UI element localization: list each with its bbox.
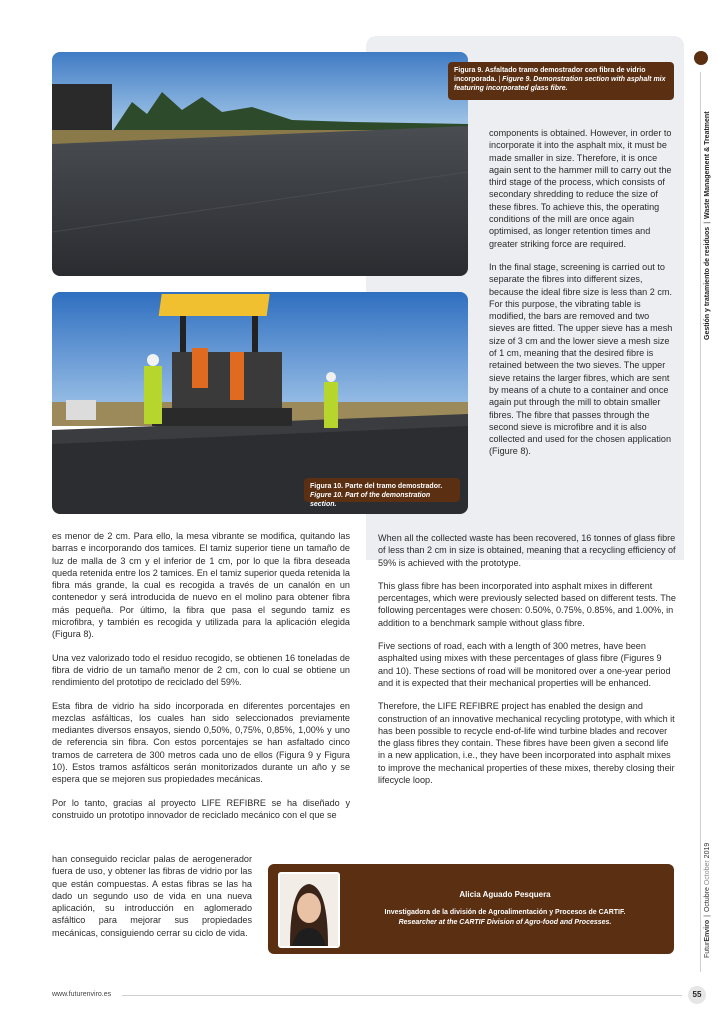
issue-month-en: October <box>704 860 711 886</box>
author-role <box>340 908 670 928</box>
section-label-sep: | <box>704 221 711 224</box>
issue-month-es: Octubre <box>704 887 711 913</box>
english-paragraph: Therefore, the LIFE REFIBRE project has enabled the design and construction of an innovative mechanical recycling prototype, with which it has been possible to recycle end-of-life wind turbine blades and recover the glass fibres they contain. These fibres have been given a second life in a new application, i.e., they have been incorporated into asphalt mixes to improve the mechanical properties of these mixes, thereby closing their lifecycle loop. <box>378 701 675 786</box>
footer-rule <box>122 995 682 996</box>
author-name: Alicia Aguado Pesquera <box>459 890 551 899</box>
english-paragraph: In the final stage, screening is carried out to separate the fibres into different sizes, because the ideal fibre size is less than 2 cm. For this purpose, the vibrating table is modified, the bars are removed and two sieves are fitted. The upper sieve has a mesh size of 3 cm and the lower sieve a mesh size of 1 cm, meaning that the desired fibre is retained between the two sieves. The upper sieve retains the larger fibres, which are sent by means of a chute to a container and once again put through the mill to obtain smaller fibres. The fibre that passes through the second sieve is microfibre and it is also collected and used for the chosen application (Figure 8). <box>489 261 673 457</box>
section-label-en: Waste Management & Treatment <box>704 111 711 219</box>
spanish-paragraph: Una vez valorizado todo el residuo recogido, se obtienen 16 toneladas de fibra de vidrio de un tamaño menor de 2 cm, con lo cual se obtiene un rendimiento del prototipo de reciclado del 59%. <box>52 652 350 688</box>
figure-9-photo <box>52 52 468 276</box>
author-role-es: Investigadora de la división de Agroalimentación y Procesos de CARTIF. <box>384 909 626 916</box>
page-number: 55 <box>688 986 706 1004</box>
figure-10-caption <box>304 478 460 508</box>
figure-9-caption <box>448 62 674 100</box>
section-label-es: Gestión y tratamiento de residuos <box>704 226 711 340</box>
figure-10-caption-es: Figura 10. Parte del tramo demostrador. <box>310 483 443 490</box>
author-role-en: Researcher at the CARTIF Division of Agro-food and Processes. <box>398 919 612 926</box>
english-column-top <box>489 127 677 469</box>
author-photo <box>278 872 340 948</box>
english-paragraph: When all the collected waste has been recovered, 16 tonnes of glass fibre of less than 2 cm in size is obtained, meaning that a recycling efficiency of 59% is achieved with the prototype. <box>378 533 676 568</box>
figure-9-caption-sep: | <box>498 76 501 83</box>
section-marker-dot <box>694 51 708 65</box>
spanish-paragraph: Por lo tanto, gracias al proyecto LIFE REFIBRE se ha diseñado y construido un prototipo innovador de reciclado mecánico con el que se <box>52 797 350 820</box>
figure-9-caption-es: Figura 9. Asfaltado tramo demostrador con fibra de vidrio incorporada. <box>454 67 646 83</box>
spanish-paragraph: han conseguido reciclar palas de aerogenerador fuera de uso, y obtener las fibras de vidrio por las que están compuestas. A estas fibras se las ha dado un segundo uso de vida en una nueva aplicación, su introducción en aglomerado asfáltico para mejorar sus propiedades mecánicas, consiguiendo cerrar su ciclo de vida. <box>52 854 252 938</box>
figure-10-caption-en: Figure 10. Part of the demonstration section. <box>310 492 431 508</box>
section-label <box>704 111 711 340</box>
english-paragraph: This glass fibre has been incorporated into asphalt mixes in different percentages, which were previously selected based on different tests. The following percentages were chosen: 0.50%, 0.75%, 0.85%, and 1.00%, in addition to a benchmark sample without glass fibre. <box>378 580 676 628</box>
magazine-name-bold: Enviro <box>704 919 711 942</box>
english-paragraph: components is obtained. However, in order to incorporate it into the asphalt mix, it must be made smaller in size. Therefore, it is once again sent to the hammer mill to carry out the third stage of the process, which consists of secondary shredding to reduce the size of these fibres. To achieve this, the operating conditions of the mill are once again optimised, as longer retention times and greater striking force are required. <box>489 128 672 249</box>
spanish-paragraph: es menor de 2 cm. Para ello, la mesa vibrante se modifica, quitando las barras e incorporando dos tamices. El tamiz superior tiene un tamaño de luz de malla de 3 cm y el inferior de 1 cm, por lo que la fibra deseada queda retenida entre los 2 tamices. En el tamiz superior queda retenida la fibra más grande, la cual es recogida a través de un canalón en un contenedor y será introducida de nuevo en el molino para obtener fibra más pequeña. Por último, la fibra que pasa el segundo tamiz es microfibra, y también es recogida y utilizada para la aplicación elegida (Figura 8). <box>52 531 350 640</box>
spanish-column <box>52 530 350 821</box>
spanish-column-wrap <box>52 853 252 950</box>
magazine-name-prefix: Futur <box>704 941 711 958</box>
english-column-bottom <box>378 532 678 797</box>
sidebar-rule <box>700 72 701 972</box>
footer-url[interactable]: www.futurenviro.es <box>52 991 112 998</box>
english-paragraph: Five sections of road, each with a length of 300 metres, have been asphalted using mixes with these percentages of glass fibre (Figures 9 and 10). These sections of road will be monitored over a one-year period and it is expected that their mechanical properties will be enhanced. <box>378 641 671 688</box>
issue-year: 2019 <box>704 842 711 859</box>
figure-9-caption-en: Figure 9. Demonstration section with asphalt mix featuring incorporated glass fibre. <box>454 76 666 92</box>
spanish-paragraph: Esta fibra de vidrio ha sido incorporada en diferentes porcentajes en mezclas asfálticas, los cuales han sido seleccionados previamente mediantes diversos ensayos, siendo 0,50%, 0,75%, 0,85%, 1,00% y uno de referencia sin fibra. Con estos porcentajes se han asfaltado cinco tramos de carretera de 300 metros cada uno de ellos (Figura 9 y Figura 10). Estos tramos asfálticos serán monitorizados durante un año y se espera que se mejoren sus propiedades mecánicas. <box>52 700 350 785</box>
magazine-issue-label: FuturEnviro|Octubre October 2019 <box>704 842 711 958</box>
